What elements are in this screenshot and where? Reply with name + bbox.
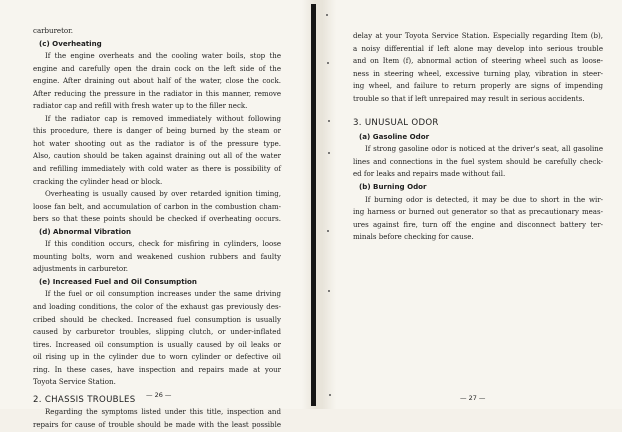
right-page-text — [353, 30, 603, 244]
text-line: hot water shooting out as the radiator is of the pressure type. — [33, 138, 281, 148]
text-line: loose fan belt, and accumulation of carbon in the combustion cham- — [33, 201, 281, 211]
text-line: If the engine overheats and the cooling water boils, stop the — [45, 51, 281, 61]
binding-edge — [311, 4, 316, 406]
text-line: After reducing the pressure in the radiator in this manner, remove — [33, 88, 281, 98]
subheading-burning-odor: (b) Burning Odor — [359, 182, 427, 192]
text-line: radiator cap and refill with fresh water up to the filler neck. — [33, 101, 248, 111]
binding-mark — [328, 290, 330, 292]
text-line: If burning odor is detected, it may be due to short in the wir- — [365, 194, 603, 204]
page-number-right: — 27 — — [460, 394, 486, 402]
text-line: If the fuel or oil consumption increases under the same driving — [45, 289, 281, 299]
right-page — [336, 0, 622, 409]
text-line: ures against fire, turn off the engine and disconnect battery ter- — [353, 219, 603, 229]
text-line: bers so that these points should be checked if overheating occurs. — [33, 214, 281, 224]
binding-mark — [327, 62, 329, 64]
text-line: and on Item (f), abnormal action of steering wheel such as loose- — [353, 56, 603, 66]
text-line: ness in steering wheel, excessive turning play, vibration in steer- — [353, 68, 603, 78]
text-line: mounting bolts, worn and weakened cushion rubbers and faulty — [33, 251, 281, 261]
text-line: ring. In these cases, have inspection and repairs made at your — [33, 364, 281, 374]
subheading-gasoline-odor: (a) Gasoline Odor — [359, 131, 430, 141]
text-line: ed for leaks and repairs made without fail. — [353, 169, 506, 179]
text-line: Overheating is usually caused by over retarded ignition timing, — [45, 189, 281, 199]
text-line: engine. After draining out about half of the water, close the cock. — [33, 76, 281, 86]
text-line: If the radiator cap is removed immediately without following — [45, 113, 281, 123]
text-line: this procedure, there is danger of being burned by the steam or — [33, 126, 281, 136]
text-line: oil rising up in the cylinder due to worn cylinder or defective oil — [33, 352, 281, 362]
text-line: adjustments in carburetor. — [33, 264, 129, 274]
text-line: engine and carefully open the drain cock on the left side of the — [33, 63, 281, 73]
text-line: If this condition occurs, check for misfiring in cylinders, loose — [45, 239, 281, 249]
subheading-increased-fuel-oil: (e) Increased Fuel and Oil Consumption — [39, 276, 197, 286]
text-line: caused by carburetor troubles, slipping clutch, or under-inflated — [33, 327, 281, 337]
text-line: repairs for cause of trouble should be made with the least possible — [33, 419, 281, 429]
text-line: minals before checking for cause. — [353, 232, 474, 242]
gutter — [302, 0, 336, 409]
text-line: cribed should be checked. Increased fuel consumption is usually — [33, 314, 281, 324]
text-line: and loading conditions, the color of the exhaust gas previously des- — [33, 302, 281, 312]
binding-mark — [328, 152, 330, 154]
text-line: trouble so that if left unrepaired may result in serious accidents. — [353, 93, 585, 103]
page-number-left: — 26 — — [146, 391, 172, 399]
text-line: If strong gasoline odor is noticed at the driver's seat, all gasoline — [365, 144, 603, 154]
section-heading-chassis-troubles: 2. CHASSIS TROUBLES — [33, 394, 136, 405]
text-line: delay at your Toyota Service Station. Especially regarding Item (b), — [353, 31, 603, 40]
text-line: and refilling immediately with cold water as there is possibility of — [33, 164, 281, 174]
section-heading-unusual-odor: 3. UNUSUAL ODOR — [353, 118, 439, 129]
text-line: Also, caution should be taken against draining out all of the water — [33, 151, 281, 161]
text-line: Toyota Service Station. — [33, 377, 116, 387]
text-line: lines and connections in the fuel system should be carefully check- — [353, 156, 603, 166]
text-line: Regarding the symptoms listed under this title, inspection and — [45, 407, 281, 417]
text-line: ing wheel, and failure to return properly are signs of impending — [353, 81, 603, 91]
binding-mark — [326, 14, 328, 16]
subheading-abnormal-vibration: (d) Abnormal Vibration — [39, 226, 132, 236]
binding-mark — [329, 394, 331, 396]
text-line: a noisy differential if left alone may develop into serious trouble — [353, 43, 603, 53]
text-line: cracking the cylinder head or block. — [33, 176, 163, 186]
text-line: carburetor. — [33, 26, 74, 35]
binding-mark — [327, 230, 329, 232]
left-page — [0, 0, 302, 429]
text-line: tires. Increased oil consumption is usually caused by oil leaks or — [33, 339, 281, 349]
binding-mark — [328, 120, 330, 122]
left-page-text — [33, 25, 281, 432]
subheading-overheating: (c) Overheating — [39, 38, 102, 48]
text-line: ing harness or burned out generator so that as precautionary meas- — [353, 207, 603, 217]
